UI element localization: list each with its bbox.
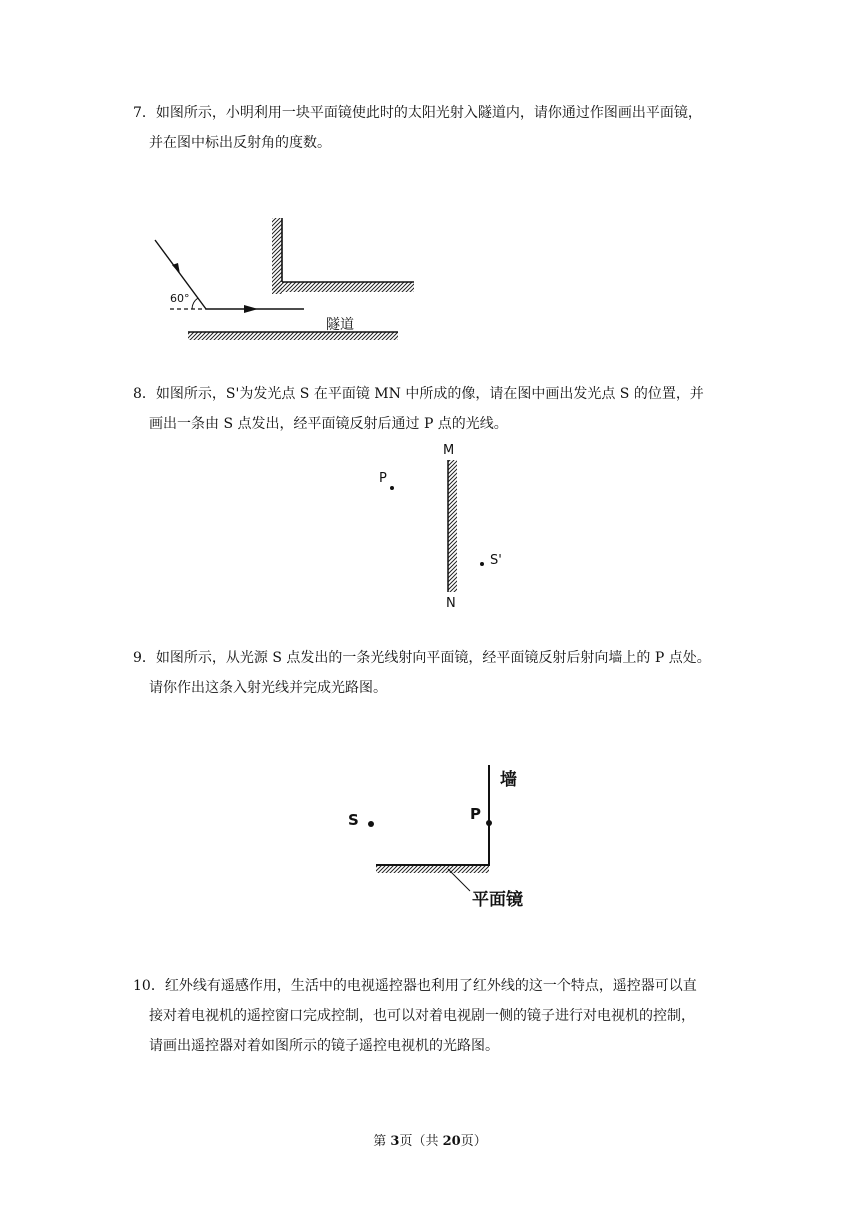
page-footer [0,1130,860,1149]
point-p [390,486,394,490]
point-s-image-label: S' [490,553,502,568]
angle-arc [192,298,198,309]
question-7-line-2: 并在图中标出反射角的度数。 [149,135,331,151]
point-p-label: P [379,471,387,486]
point-p-label: P [470,805,481,823]
ground-hatch [188,332,398,340]
question-8-line-2: 画出一条由 S 点发出，经平面镜反射后通过 P 点的光线。 [149,416,508,432]
point-s-label: S [348,811,359,829]
question-7 [133,98,733,158]
question-10-line-3: 请画出遥控器对着如图所示的镜子遥控电视机的光路图。 [149,1038,499,1054]
question-8 [133,379,733,439]
tunnel-ceiling-hatch [272,282,414,292]
footer-prefix: 第 [373,1134,391,1149]
mirror-label-m: M [443,443,455,458]
question-10-line-2: 接对着电视机的遥控窗口完成控制，也可以对着电视剧一侧的镜子进行对电视机的控制， [149,1008,695,1024]
question-8-figure [370,440,520,615]
question-8-line-1: 8．如图所示，S'为发光点 S 在平面镜 MN 中所成的像，请在图中画出发光点 S 的位置，并 [133,386,704,402]
mirror-mn-hatch [448,460,457,592]
question-9 [133,643,733,703]
question-7-line-1: 7．如图所示，小明利用一块平面镜使此时的太阳光射入隧道内，请你通过作图画出平面镜， [133,105,702,121]
angle-label: 60° [170,292,190,305]
footer-page-number: 3 [390,1134,400,1149]
tunnel-label: 隧道 [326,317,354,333]
question-9-figure [340,755,560,915]
reflected-ray-arrow [244,305,258,313]
question-10-line-1: 10．红外线有遥感作用，生活中的电视遥控器也利用了红外线的这一个特点，遥控器可以直 [133,978,697,994]
question-9-line-2: 请你作出这条入射光线并完成光路图。 [149,680,387,696]
plane-mirror-label: 平面镜 [472,890,523,910]
point-s [368,821,374,827]
footer-mid: 页（共 [399,1134,443,1149]
wall-label: 墙 [500,770,517,790]
footer-suffix: 页） [460,1134,487,1149]
question-9-line-1: 9．如图所示，从光源 S 点发出的一条光线射向平面镜，经平面镜反射后射向墙上的 P 点处。 [133,650,711,666]
point-p [486,820,492,826]
question-7-figure [140,210,430,350]
question-10 [133,971,733,1061]
point-s-image [480,562,484,566]
plane-mirror-hatch [376,865,489,873]
incident-ray-arrow [172,263,180,274]
mirror-label-n: N [446,596,456,611]
footer-total-pages: 20 [442,1134,461,1149]
